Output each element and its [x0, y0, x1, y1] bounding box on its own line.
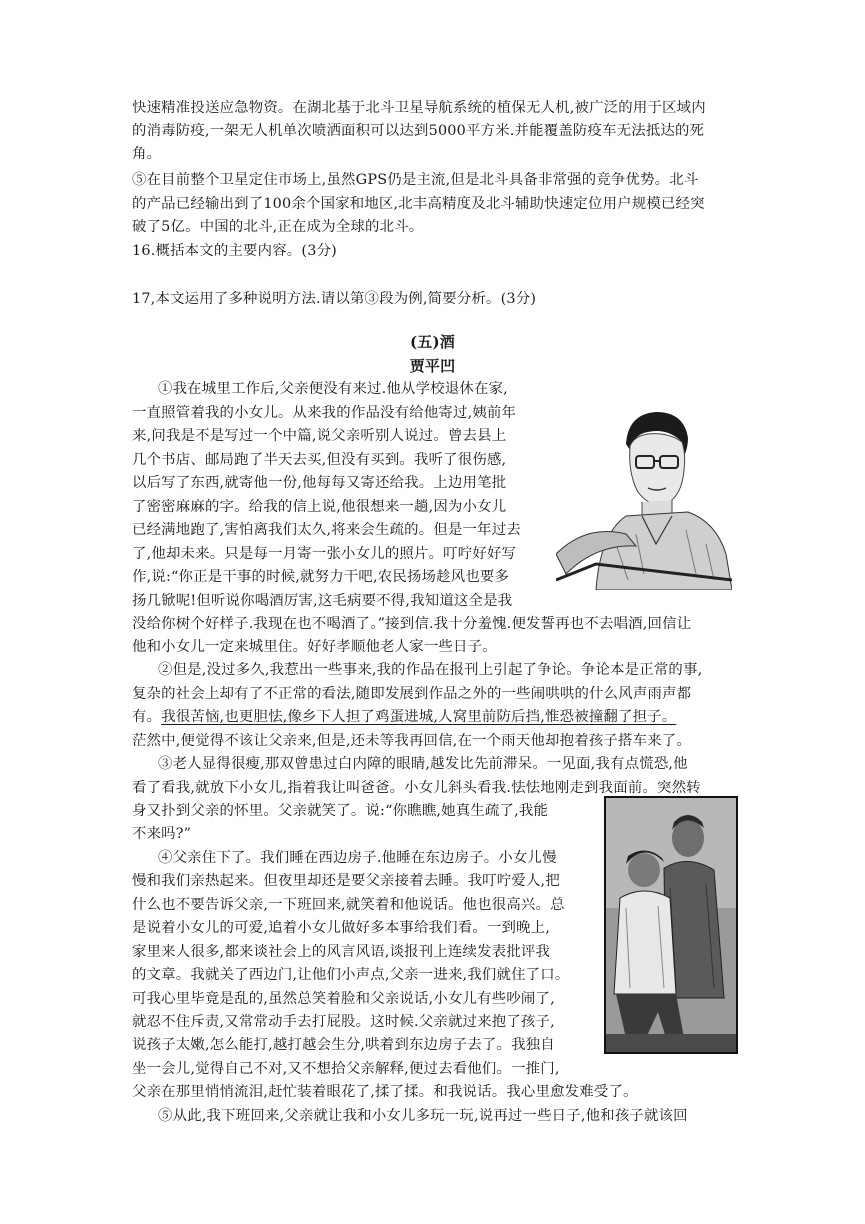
text-line: 了,他却未来。只是每一月寄一张小女儿的照片。叮咛好好写 — [132, 546, 517, 562]
text-line: 家里来人很多,都来谈社会上的风言风语,谈报刊上连续发表批评我 — [132, 944, 551, 960]
text-line: 茫然中,便觉得不该让父亲来,但是,还未等我再回信,在一个雨天他却抱着孩子搭车来了。 — [132, 733, 691, 749]
text-line: 来,问我是不是写过一个中篇,说父亲听别人说过。曾去县上 — [132, 428, 507, 444]
text-line: 一直照管着我的小女儿。从来我的作品没有给他寄过,姨前年 — [132, 405, 517, 421]
text-line: 几个书店、邮局跑了半天去买,但没有买到。我听了很伤感, — [132, 452, 507, 468]
text-line: 坐一会儿,觉得自己不对,又不想拾父亲解释,便过去看他们。一推门, — [132, 1061, 560, 1077]
text-line: 作,说:“你正是干事的时候,就努力干吧,农民扬场趁风也要多 — [132, 569, 510, 585]
text-line: 了密密麻麻的字。给我的信上说,他很想来一趟,因为小女儿 — [132, 499, 507, 515]
text-line: ②但是,没过多久,我惹出一些事来,我的作品在报刊上引起了争论。争论本是正常的事, — [158, 662, 703, 678]
essay-title: (五)酒 — [410, 333, 455, 351]
question-16: 16.概括本文的主要内容。(3分) — [132, 243, 337, 259]
text-line: 扬几锨呢!但听说你喝酒厉害,这毛病要不得,我知道这全是我 — [132, 593, 513, 609]
text-line: 慢和我们亲热起来。但夜里却还是要父亲接着去睡。我叮咛爱人,把 — [132, 873, 560, 889]
text-line: 的产品已经输出到了100余个国家和地区,北丰高精度及北斗辅助快速定位用户规模已经突 — [132, 196, 705, 212]
text-line: 的文章。我就关了西边门,让他们小声点,父亲一进来,我们就住了口。 — [132, 967, 570, 983]
underlined-sentence: 我很苦恼,也更胆怯,像乡下人担了鸡蛋进城,人窝里前防后挡,惟恐被撞翻了担子。 — [161, 709, 677, 725]
text-line — [132, 706, 676, 728]
text-line: 就忍不住斥责,又常常动手去打屁股。这时候.父亲就过来抱了孩子, — [132, 1014, 555, 1030]
text-line: 说孩子太嫩,怎么能打,越打越会生分,哄着到东边房子去了。我独自 — [132, 1037, 555, 1053]
text-line: 什么也不要告诉父亲,一下班回来,就笑着和他说话。他也很高兴。总 — [132, 897, 565, 913]
question-17: 17,本文运用了多种说明方法.请以第③段为例,简要分析。(3分) — [132, 291, 537, 307]
text-line: 是说着小女儿的可爱,追着小女儿做好多本事给我们看。一到晚上, — [132, 920, 551, 936]
painting-image — [604, 796, 738, 1054]
text-line: ⑤从此,我下班回来,父亲就让我和小女儿多玩一玩,说再过一些日子,他和孩子就该回 — [158, 1108, 688, 1124]
text-line: ③老人显得很瘦,那双曾患过白内障的眼睛,越发比先前滞呆。一见面,我有点慌恐,他 — [158, 756, 688, 772]
text-line: 他和小女儿一定来城里住。好好孝顺他老人家一些日子。 — [132, 639, 497, 655]
text-line: 角。 — [132, 146, 162, 162]
text-line: 以后写了东西,就寄他一份,他每每又寄还给我。上边用笔批 — [132, 475, 507, 491]
text-line: 快速精准投送应急物资。在湖北基于北斗卫星导航系统的植保无人机,被广泛的用于区域内 — [132, 100, 706, 116]
text-line: 不来吗?” — [132, 826, 192, 842]
text-span: 有。 — [132, 709, 162, 725]
text-line: ①我在城里工作后,父亲便没有来过.他从学校退休在家, — [158, 381, 508, 397]
text-line: 没给你树个好样子.我现在也不喝酒了。”接到信.我十分羞愧.便发誓再也不去唱酒,回信让 — [132, 616, 692, 632]
author-portrait-image — [556, 404, 732, 590]
essay-author: 贾平凹 — [409, 357, 456, 375]
text-line: 看了看我,就放下小女儿,指着我让叫爸爸。小女儿斜头看我.怯怯地刚走到我面前。突然转 — [132, 780, 701, 796]
text-line: 复杂的社会上却有了不正常的看法,随即发展到作品之外的一些闹哄哄的什么风声雨声都 — [132, 686, 692, 702]
text-line: 破了5亿。中国的北斗,正在成为全球的北斗。 — [132, 219, 424, 235]
text-line: 可我心里毕竟是乱的,虽然总笑着脸和父亲说话,小女儿有些吵闹了, — [132, 991, 555, 1007]
text-line: 已经满地跑了,害怕离我们太久,将来会生疏的。但是一年过去 — [132, 522, 521, 538]
text-line: 父亲在那里悄悄流泪,赶忙装着眼花了,揉了揉。和我说话。我心里愈发难受了。 — [132, 1084, 638, 1100]
text-line: 的消毒防疫,一架无人机单次喷洒面积可以达到5000平方米.并能覆盖防疫车无法抵达的死 — [132, 123, 705, 139]
text-line: ⑤在目前整个卫星定住市场上,虽然GPS仍是主流,但是北斗具备非常强的竞争优势。北斗 — [132, 172, 699, 188]
text-line: 身又扑到父亲的怀里。父亲就笑了。说:“你瞧瞧,她真生疏了,我能 — [132, 803, 549, 819]
text-line: ④父亲住下了。我们睡在西边房子.他睡在东边房子。小女儿慢 — [158, 850, 557, 866]
